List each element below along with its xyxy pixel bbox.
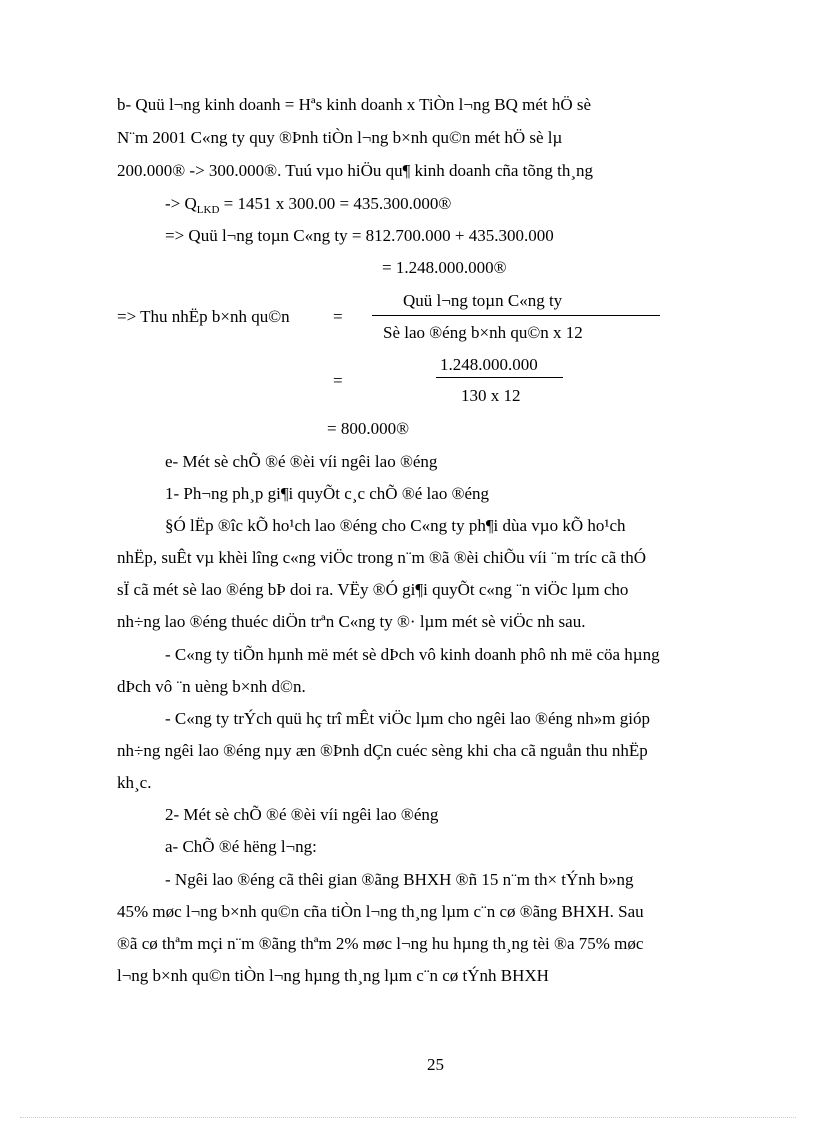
text-line: l¬ng b×nh qu©n tiÒn l¬ng hµng th¸ng lµm c¨n cø tÝnh BHXH	[117, 966, 549, 985]
text-line: nh÷ng lao ®éng thuéc diÖn trªn C«ng ty ®· lµm mét sè viÖc nh sau.	[117, 612, 586, 631]
text-line: nh÷ng ngêi lao ®éng nµy æn ®Þnh dÇn cuéc sèng khi cha cã nguån thu nhËp	[117, 741, 648, 760]
section-heading: 2- Mét sè chÕ ®é ®èi víi ngêi lao ®éng	[165, 805, 439, 824]
fraction-numerator: 1.248.000.000	[440, 355, 538, 374]
formula-subscript: LKD	[196, 204, 220, 216]
fraction-bar	[372, 315, 660, 316]
text-line: N¨m 2001 C«ng ty quy ®Þnh tiÒn l¬ng b×nh qu©n mét hÖ sè lµ	[117, 128, 563, 147]
fraction-bar	[436, 377, 563, 378]
section-heading: 1- Ph¬ng ph¸p gi¶i quyÕt c¸c chÕ ®é lao ®éng	[165, 484, 490, 503]
formula-rest: = 1451 x 300.00 = 435.300.000®	[219, 194, 452, 213]
text-line: kh¸c.	[117, 773, 152, 792]
formula-qlkd	[165, 194, 451, 220]
formula-total-fund: => Quü l¬ng toµn C«ng ty = 812.700.000 + 435.300.000	[165, 226, 554, 245]
text-line: - Ngêi lao ®éng cã thêi gian ®ãng BHXH ®ñ 15 n¨m th× tÝnh b»ng	[165, 870, 634, 889]
page-number: 25	[427, 1055, 444, 1074]
fraction-denominator: 130 x 12	[461, 386, 521, 405]
text-line: dÞch vô ¨n uèng b×nh d©n.	[117, 677, 306, 696]
equals-sign: =	[333, 307, 343, 326]
text-line: nhËp, suÊt vµ khèi lîng c«ng viÖc trong n¨m ®ã ®èi chiÕu víi ¨m tríc cã thÓ	[117, 548, 646, 567]
section-heading: e- Mét sè chÕ ®é ®èi víi ngêi lao ®éng	[165, 452, 438, 471]
text-line: b- Quü l¬ng kinh doanh = Hªs kinh doanh x TiÒn l¬ng BQ mét hÖ sè	[117, 95, 592, 114]
text-line: 200.000® -> 300.000®. Tuú vµo hiÖu qu¶ kinh doanh cña tõng th¸ng	[117, 161, 594, 180]
text-line: - C«ng ty trÝch quü hç trî mÊt viÖc lµm cho ngêi lao ®éng nh»m gióp	[165, 709, 650, 728]
formula-total-result: = 1.248.000.000®	[382, 258, 507, 277]
text-line: - C«ng ty tiÕn hµnh më mét sè dÞch vô kinh doanh phô nh më cöa hµng	[165, 645, 660, 664]
fraction-denominator: Sè lao ®éng b×nh qu©n x 12	[383, 323, 583, 342]
formula-result: = 800.000®	[327, 419, 410, 438]
section-heading: a- ChÕ ®é hëng l¬ng:	[165, 837, 317, 856]
formula-prefix: -> Q	[165, 194, 197, 213]
text-line: sÏ cã mét sè lao ®éng bÞ doi ra. VËy ®Ó gi¶i quyÕt c«ng ¨n viÖc lµm cho	[117, 580, 629, 599]
average-income-label: => Thu nhËp b×nh qu©n	[117, 307, 290, 326]
equals-sign: =	[333, 371, 343, 390]
fraction-numerator: Quü l¬ng toµn C«ng ty	[403, 291, 563, 310]
page-edge-divider	[20, 1117, 796, 1118]
text-line: §Ó lËp ®îc kÕ ho¹ch lao ®éng cho C«ng ty ph¶i dùa vµo kÕ ho¹ch	[165, 516, 626, 535]
text-line: 45% møc l¬ng b×nh qu©n cña tiÒn l¬ng th¸ng lµm c¨n cø ®ãng BHXH. Sau	[117, 902, 644, 921]
text-line: ®ã cø thªm mçi n¨m ®ãng thªm 2% møc l¬ng hu hµng th¸ng tèi ®a 75% møc	[117, 934, 644, 953]
